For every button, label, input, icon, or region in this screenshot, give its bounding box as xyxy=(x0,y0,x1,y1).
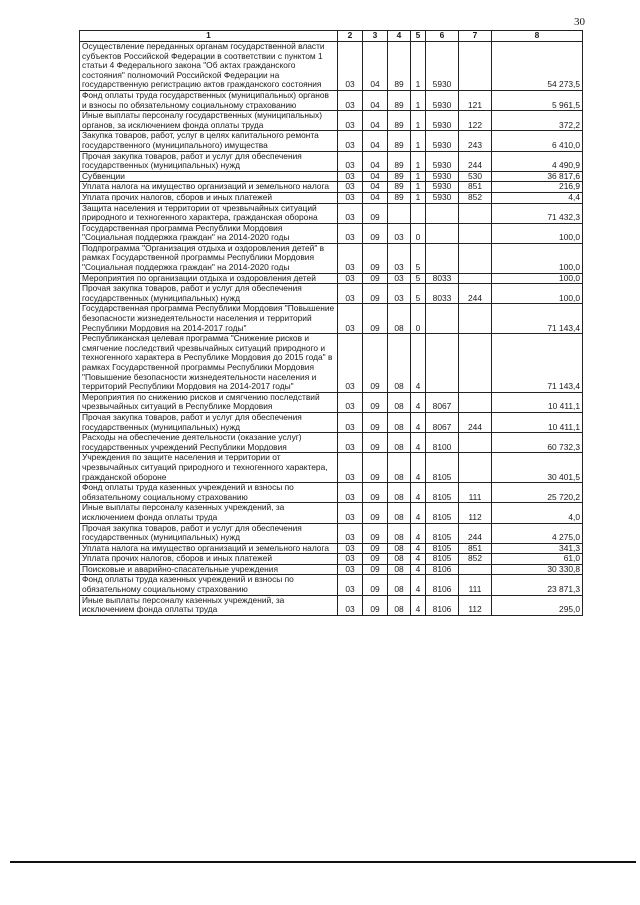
program-code-cell: 89 xyxy=(388,42,411,91)
expense-name-cell: Иные выплаты персоналу государственных (муниципальных) органов, за исключением фонда оплаты труда xyxy=(80,111,338,131)
amount-cell: 30 401,5 xyxy=(492,453,583,483)
table-row xyxy=(80,575,583,595)
target-code-cell: 8105 xyxy=(426,453,459,483)
subsection-code-cell: 04 xyxy=(363,42,388,91)
subprogram-code-cell: 4 xyxy=(411,433,426,453)
target-code-cell: 8106 xyxy=(426,595,459,615)
program-code-cell: 89 xyxy=(388,192,411,203)
table-row xyxy=(80,284,583,304)
subprogram-code-cell: 4 xyxy=(411,453,426,483)
table-row xyxy=(80,392,583,412)
expense-name-cell: Прочая закупка товаров, работ и услуг для обеспечения государственных (муниципальных) нужд xyxy=(80,284,338,304)
program-code-cell: 08 xyxy=(388,412,411,432)
table-row xyxy=(80,223,583,243)
program-code-cell: 89 xyxy=(388,131,411,151)
amount-cell: 30 330,8 xyxy=(492,564,583,575)
subsection-code-cell: 04 xyxy=(363,111,388,131)
section-code-cell: 03 xyxy=(338,284,363,304)
expense-type-code-cell: 111 xyxy=(459,483,492,503)
subsection-code-cell: 09 xyxy=(363,203,388,223)
section-code-cell: 03 xyxy=(338,543,363,554)
subprogram-code-cell: 4 xyxy=(411,595,426,615)
target-code-cell: 8067 xyxy=(426,412,459,432)
subprogram-code-cell: 4 xyxy=(411,334,426,393)
subsection-code-cell: 09 xyxy=(363,483,388,503)
expense-name-cell: Уплата налога на имущество организаций и земельного налога xyxy=(80,543,338,554)
expense-type-code-cell xyxy=(459,243,492,273)
section-code-cell: 03 xyxy=(338,483,363,503)
expense-type-code-cell: 852 xyxy=(459,554,492,565)
table-row xyxy=(80,111,583,131)
subprogram-code-cell: 1 xyxy=(411,182,426,193)
program-code-cell: 08 xyxy=(388,483,411,503)
table-row xyxy=(80,171,583,182)
expense-name-cell: Государственная программа Республики Мордовия "Повышение безопасности жизнедеятельности населения и территорий Республики Мордовия на 2014-2017 годы" xyxy=(80,304,338,334)
expense-type-code-cell: 243 xyxy=(459,131,492,151)
section-code-cell: 03 xyxy=(338,433,363,453)
subsection-code-cell: 09 xyxy=(363,273,388,284)
column-header: 4 xyxy=(388,31,411,42)
section-code-cell: 03 xyxy=(338,192,363,203)
table-row xyxy=(80,203,583,223)
subsection-code-cell: 04 xyxy=(363,151,388,171)
subsection-code-cell: 09 xyxy=(363,453,388,483)
table-row xyxy=(80,523,583,543)
subsection-code-cell: 04 xyxy=(363,131,388,151)
table-row xyxy=(80,243,583,273)
section-code-cell: 03 xyxy=(338,392,363,412)
amount-cell: 4 275,0 xyxy=(492,523,583,543)
subprogram-code-cell: 4 xyxy=(411,554,426,565)
program-code-cell: 08 xyxy=(388,503,411,523)
subsection-code-cell: 09 xyxy=(363,304,388,334)
section-code-cell: 03 xyxy=(338,273,363,284)
expense-name-cell: Учреждения по защите населения и территории от чрезвычайных ситуаций природного и техногенного характера, гражданской обороне xyxy=(80,453,338,483)
amount-cell: 36 817,6 xyxy=(492,171,583,182)
subprogram-code-cell: 4 xyxy=(411,412,426,432)
table-row xyxy=(80,554,583,565)
target-code-cell: 8105 xyxy=(426,554,459,565)
subprogram-code-cell: 4 xyxy=(411,483,426,503)
subprogram-code-cell: 4 xyxy=(411,392,426,412)
section-code-cell: 03 xyxy=(338,575,363,595)
column-header: 8 xyxy=(492,31,583,42)
table-row xyxy=(80,543,583,554)
subprogram-code-cell: 1 xyxy=(411,171,426,182)
subprogram-code-cell: 5 xyxy=(411,284,426,304)
table-row xyxy=(80,483,583,503)
amount-cell: 60 732,3 xyxy=(492,433,583,453)
expense-name-cell: Прочая закупка товаров, работ и услуг для обеспечения государственных (муниципальных) нужд xyxy=(80,151,338,171)
amount-cell: 5 961,5 xyxy=(492,90,583,110)
expense-name-cell: Уплата прочих налогов, сборов и иных платежей xyxy=(80,554,338,565)
subprogram-code-cell: 1 xyxy=(411,151,426,171)
amount-cell: 100,0 xyxy=(492,284,583,304)
target-code-cell: 8105 xyxy=(426,523,459,543)
section-code-cell: 03 xyxy=(338,203,363,223)
expense-name-cell: Фонд оплаты труда государственных (муниципальных) органов и взносы по обязательному социальному страхованию xyxy=(80,90,338,110)
table-row xyxy=(80,564,583,575)
expense-type-code-cell: 244 xyxy=(459,412,492,432)
subprogram-code-cell: 0 xyxy=(411,223,426,243)
expense-type-code-cell xyxy=(459,223,492,243)
program-code-cell: 89 xyxy=(388,182,411,193)
program-code-cell: 03 xyxy=(388,223,411,243)
subprogram-code-cell: 5 xyxy=(411,273,426,284)
subprogram-code-cell: 1 xyxy=(411,42,426,91)
section-code-cell: 03 xyxy=(338,523,363,543)
program-code-cell: 08 xyxy=(388,575,411,595)
section-code-cell: 03 xyxy=(338,334,363,393)
table-row xyxy=(80,433,583,453)
section-code-cell: 03 xyxy=(338,595,363,615)
column-header: 3 xyxy=(363,31,388,42)
amount-cell: 4,0 xyxy=(492,503,583,523)
expense-type-code-cell: 112 xyxy=(459,595,492,615)
subprogram-code-cell: 0 xyxy=(411,304,426,334)
subsection-code-cell: 09 xyxy=(363,243,388,273)
target-code-cell: 8105 xyxy=(426,503,459,523)
program-code-cell: 08 xyxy=(388,433,411,453)
subsection-code-cell: 09 xyxy=(363,523,388,543)
program-code-cell: 08 xyxy=(388,334,411,393)
target-code-cell xyxy=(426,203,459,223)
amount-cell: 372,2 xyxy=(492,111,583,131)
target-code-cell xyxy=(426,243,459,273)
subprogram-code-cell: 4 xyxy=(411,564,426,575)
subsection-code-cell: 09 xyxy=(363,564,388,575)
expense-name-cell: Защита населения и территории от чрезвычайных ситуаций природного и техногенного характера, гражданская оборона xyxy=(80,203,338,223)
expense-name-cell: Государственная программа Республики Мордовия "Социальная поддержка граждан" на 2014-2020 годы xyxy=(80,223,338,243)
amount-cell: 216,9 xyxy=(492,182,583,193)
target-code-cell: 8105 xyxy=(426,543,459,554)
column-header: 1 xyxy=(80,31,338,42)
program-code-cell: 08 xyxy=(388,564,411,575)
expense-type-code-cell xyxy=(459,564,492,575)
column-header: 2 xyxy=(338,31,363,42)
subprogram-code-cell: 4 xyxy=(411,523,426,543)
amount-cell: 341,3 xyxy=(492,543,583,554)
subprogram-code-cell xyxy=(411,203,426,223)
subprogram-code-cell: 1 xyxy=(411,90,426,110)
subprogram-code-cell: 5 xyxy=(411,243,426,273)
expense-type-code-cell: 851 xyxy=(459,182,492,193)
program-code-cell xyxy=(388,203,411,223)
table-row xyxy=(80,42,583,91)
section-code-cell: 03 xyxy=(338,223,363,243)
column-header: 5 xyxy=(411,31,426,42)
page-number: 30 xyxy=(574,16,585,28)
section-code-cell: 03 xyxy=(338,412,363,432)
target-code-cell: 5930 xyxy=(426,42,459,91)
subprogram-code-cell: 1 xyxy=(411,131,426,151)
column-header: 7 xyxy=(459,31,492,42)
expense-type-code-cell: 244 xyxy=(459,523,492,543)
table-body xyxy=(80,42,583,616)
expense-type-code-cell: 852 xyxy=(459,192,492,203)
target-code-cell xyxy=(426,334,459,393)
expense-name-cell: Закупка товаров, работ, услуг в целях капитального ремонта государственного (муниципального) имущества xyxy=(80,131,338,151)
amount-cell: 10 411,1 xyxy=(492,392,583,412)
target-code-cell xyxy=(426,304,459,334)
subprogram-code-cell: 4 xyxy=(411,575,426,595)
expense-type-code-cell xyxy=(459,334,492,393)
section-code-cell: 03 xyxy=(338,171,363,182)
expense-name-cell: Субвенции xyxy=(80,171,338,182)
target-code-cell: 8106 xyxy=(426,564,459,575)
amount-cell: 23 871,3 xyxy=(492,575,583,595)
target-code-cell: 8033 xyxy=(426,273,459,284)
subsection-code-cell: 04 xyxy=(363,90,388,110)
expense-name-cell: Иные выплаты персоналу казенных учреждений, за исключением фонда оплаты труда xyxy=(80,503,338,523)
expense-type-code-cell xyxy=(459,42,492,91)
section-code-cell: 03 xyxy=(338,90,363,110)
table-row xyxy=(80,192,583,203)
table-row xyxy=(80,90,583,110)
column-header: 6 xyxy=(426,31,459,42)
table-row xyxy=(80,595,583,615)
expense-name-cell: Фонд оплаты труда казенных учреждений и взносы по обязательному социальному страхованию xyxy=(80,483,338,503)
table-row xyxy=(80,182,583,193)
section-code-cell: 03 xyxy=(338,304,363,334)
section-code-cell: 03 xyxy=(338,111,363,131)
program-code-cell: 03 xyxy=(388,243,411,273)
program-code-cell: 08 xyxy=(388,595,411,615)
amount-cell: 71 143,4 xyxy=(492,334,583,393)
program-code-cell: 03 xyxy=(388,284,411,304)
target-code-cell xyxy=(426,223,459,243)
subsection-code-cell: 09 xyxy=(363,575,388,595)
expense-type-code-cell xyxy=(459,273,492,284)
expense-name-cell: Прочая закупка товаров, работ и услуг для обеспечения государственных (муниципальных) нужд xyxy=(80,523,338,543)
expense-name-cell: Осуществление переданных органам государственной власти субъектов Российской Федерации в соответствии с пунктом 1 статьи 4 Федерального закона "Об актах гражданского состояния" полномочий Российской Федерации на государственную регистрацию актов гражданского состояния xyxy=(80,42,338,91)
table-row xyxy=(80,334,583,393)
expense-name-cell: Республиканская целевая программа "Снижение рисков и смягчение последствий чрезвычайных ситуаций природного и техногенного характера в Республике Мордовия до 2015 года" в рамках Государственной программы Республики Мордовия "Повышение безопасности жизнедеятельности населения и территорий Республики Мордовия на 2014-2017 годы" xyxy=(80,334,338,393)
table-row xyxy=(80,412,583,432)
expense-type-code-cell: 122 xyxy=(459,111,492,131)
section-code-cell: 03 xyxy=(338,503,363,523)
expense-name-cell: Иные выплаты персоналу казенных учреждений, за исключением фонда оплаты труда xyxy=(80,595,338,615)
expense-type-code-cell: 530 xyxy=(459,171,492,182)
subsection-code-cell: 09 xyxy=(363,554,388,565)
program-code-cell: 03 xyxy=(388,273,411,284)
table-row xyxy=(80,304,583,334)
target-code-cell: 8067 xyxy=(426,392,459,412)
expense-type-code-cell: 111 xyxy=(459,575,492,595)
expense-name-cell: Фонд оплаты труда казенных учреждений и взносы по обязательному социальному страхованию xyxy=(80,575,338,595)
target-code-cell: 5930 xyxy=(426,171,459,182)
subsection-code-cell: 09 xyxy=(363,284,388,304)
amount-cell: 6 410,0 xyxy=(492,131,583,151)
subsection-code-cell: 09 xyxy=(363,543,388,554)
target-code-cell: 5930 xyxy=(426,151,459,171)
program-code-cell: 08 xyxy=(388,523,411,543)
section-code-cell: 03 xyxy=(338,453,363,483)
program-code-cell: 89 xyxy=(388,90,411,110)
target-code-cell: 5930 xyxy=(426,131,459,151)
subprogram-code-cell: 1 xyxy=(411,192,426,203)
program-code-cell: 08 xyxy=(388,554,411,565)
amount-cell: 4,4 xyxy=(492,192,583,203)
program-code-cell: 89 xyxy=(388,111,411,131)
expense-type-code-cell: 112 xyxy=(459,503,492,523)
amount-cell: 61,0 xyxy=(492,554,583,565)
table-row xyxy=(80,131,583,151)
target-code-cell: 5930 xyxy=(426,182,459,193)
subsection-code-cell: 09 xyxy=(363,223,388,243)
budget-table xyxy=(79,30,583,616)
subsection-code-cell: 09 xyxy=(363,433,388,453)
expense-name-cell: Мероприятия по организации отдыха и оздоровления детей xyxy=(80,273,338,284)
program-code-cell: 08 xyxy=(388,304,411,334)
amount-cell: 25 720,2 xyxy=(492,483,583,503)
expense-name-cell: Мероприятия по снижению рисков и смягчению последствий чрезвычайных ситуаций в Республике Мордовия xyxy=(80,392,338,412)
expense-name-cell: Подпрограмма "Организация отдыха и оздоровления детей" в рамках Государственной программы Республики Мордовия "Социальная поддержка граждан" на 2014-2020 годы xyxy=(80,243,338,273)
expense-name-cell: Поисковые и аварийно-спасательные учреждения xyxy=(80,564,338,575)
target-code-cell: 5930 xyxy=(426,192,459,203)
subsection-code-cell: 04 xyxy=(363,192,388,203)
table-row xyxy=(80,453,583,483)
amount-cell: 71 143,4 xyxy=(492,304,583,334)
subprogram-code-cell: 4 xyxy=(411,503,426,523)
amount-cell: 100,0 xyxy=(492,273,583,284)
amount-cell: 10 411,1 xyxy=(492,412,583,432)
amount-cell: 100,0 xyxy=(492,243,583,273)
expense-name-cell: Уплата налога на имущество организаций и земельного налога xyxy=(80,182,338,193)
amount-cell: 54 273,5 xyxy=(492,42,583,91)
expense-name-cell: Прочая закупка товаров, работ и услуг для обеспечения государственных (муниципальных) нужд xyxy=(80,412,338,432)
target-code-cell: 8033 xyxy=(426,284,459,304)
program-code-cell: 08 xyxy=(388,453,411,483)
section-code-cell: 03 xyxy=(338,42,363,91)
section-code-cell: 03 xyxy=(338,151,363,171)
target-code-cell: 8100 xyxy=(426,433,459,453)
subsection-code-cell: 09 xyxy=(363,392,388,412)
program-code-cell: 08 xyxy=(388,543,411,554)
amount-cell: 4 490,9 xyxy=(492,151,583,171)
table-row xyxy=(80,273,583,284)
expense-name-cell: Уплата прочих налогов, сборов и иных платежей xyxy=(80,192,338,203)
subsection-code-cell: 09 xyxy=(363,595,388,615)
expense-type-code-cell xyxy=(459,433,492,453)
subsection-code-cell: 09 xyxy=(363,412,388,432)
table-row xyxy=(80,503,583,523)
expense-name-cell: Расходы на обеспечение деятельности (оказание услуг) государственных учреждений Республики Мордовия xyxy=(80,433,338,453)
expense-type-code-cell: 121 xyxy=(459,90,492,110)
subsection-code-cell: 04 xyxy=(363,182,388,193)
subsection-code-cell: 04 xyxy=(363,171,388,182)
page-bottom-rule xyxy=(10,861,636,863)
target-code-cell: 5930 xyxy=(426,111,459,131)
table-row xyxy=(80,151,583,171)
target-code-cell: 8105 xyxy=(426,483,459,503)
subprogram-code-cell: 1 xyxy=(411,111,426,131)
subsection-code-cell: 09 xyxy=(363,334,388,393)
target-code-cell: 8106 xyxy=(426,575,459,595)
amount-cell: 100,0 xyxy=(492,223,583,243)
expense-type-code-cell xyxy=(459,453,492,483)
program-code-cell: 08 xyxy=(388,392,411,412)
section-code-cell: 03 xyxy=(338,564,363,575)
expense-type-code-cell xyxy=(459,392,492,412)
section-code-cell: 03 xyxy=(338,243,363,273)
program-code-cell: 89 xyxy=(388,151,411,171)
expense-type-code-cell xyxy=(459,304,492,334)
expense-type-code-cell: 244 xyxy=(459,284,492,304)
section-code-cell: 03 xyxy=(338,554,363,565)
expense-type-code-cell: 851 xyxy=(459,543,492,554)
target-code-cell: 5930 xyxy=(426,90,459,110)
subprogram-code-cell: 4 xyxy=(411,543,426,554)
expense-type-code-cell xyxy=(459,203,492,223)
amount-cell: 71 432,3 xyxy=(492,203,583,223)
expense-type-code-cell: 244 xyxy=(459,151,492,171)
subsection-code-cell: 09 xyxy=(363,503,388,523)
section-code-cell: 03 xyxy=(338,182,363,193)
amount-cell: 295,0 xyxy=(492,595,583,615)
program-code-cell: 89 xyxy=(388,171,411,182)
section-code-cell: 03 xyxy=(338,131,363,151)
table-header-row xyxy=(80,31,583,42)
